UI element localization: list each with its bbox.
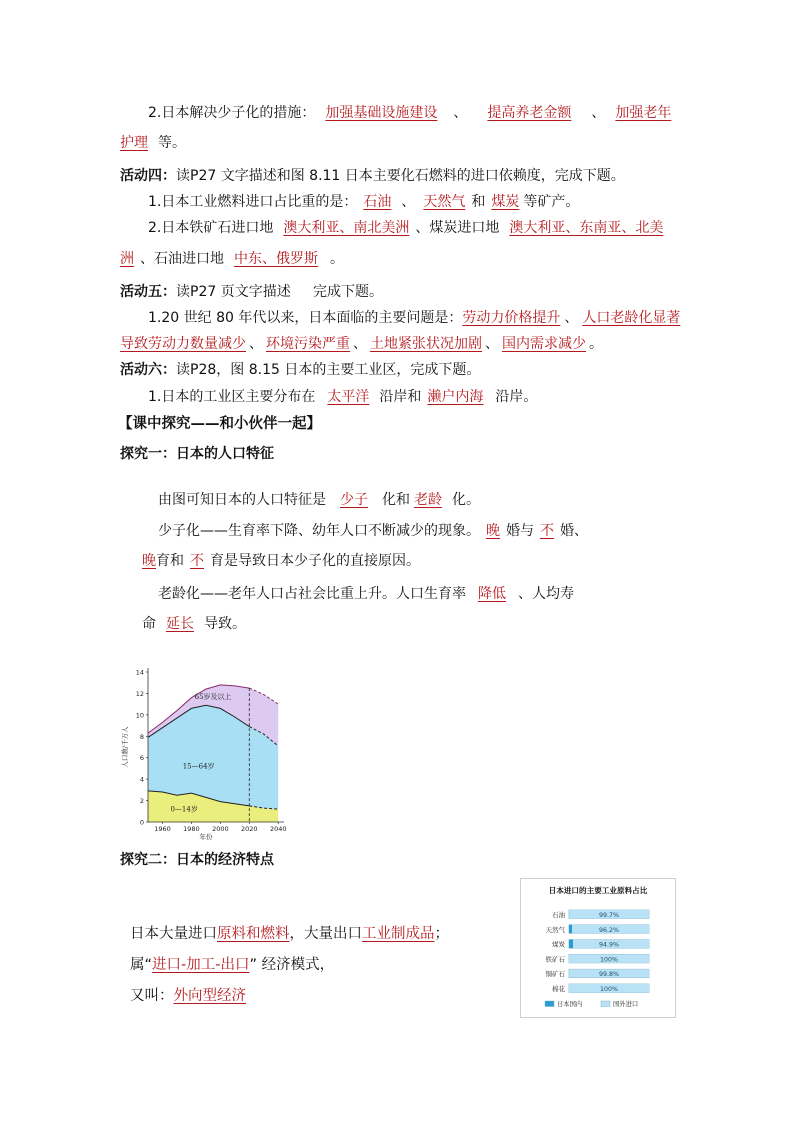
- answer-blank: 土地紧张状况加剧: [370, 336, 482, 352]
- import-share-bar-chart: [520, 878, 676, 1018]
- y-tick-label: 6: [139, 754, 144, 763]
- act4-q1: 1.日本工业燃料进口占比重的是： 石油 、 天然气 和 煤炭 等矿产。: [148, 194, 580, 210]
- answer-blank: 天然气: [423, 194, 466, 210]
- answer-blank: 少子: [340, 492, 368, 508]
- answer-blank: 澳大利亚、南北美洲: [283, 220, 410, 236]
- y-tick-label: 8: [139, 732, 144, 741]
- y-tick-label: 2: [139, 797, 144, 806]
- explore2-l1: 日本大量进口原料和燃料，大量出口工业制成品；: [130, 926, 449, 942]
- bar-data-label: 100%: [599, 956, 619, 964]
- explore2-l3: 又叫：外向型经济: [130, 988, 246, 1004]
- explore1-title: 探究一：日本的人口特征: [120, 446, 274, 462]
- bar-segment-0: [569, 925, 572, 934]
- y-tick-label: 0: [139, 818, 144, 827]
- answer-blank: 石油: [363, 194, 392, 210]
- act5-q1-cont: 导致劳动力数量减少 、 环境污染严重 、 土地紧张状况加剧 、 国内需求减少 。: [120, 336, 603, 352]
- explore1-p3-cont: 命 延长 导致。: [142, 616, 246, 632]
- answer-blank: 国内需求减少: [502, 336, 586, 352]
- act5-q1: 1.20 世纪 80 年代以来，日本面临的主要问题是：劳动力价格提升 、 人口老龄化显著: [148, 310, 681, 326]
- bar-data-label: 96.2%: [598, 926, 620, 934]
- y-tick-label: 4: [139, 775, 144, 784]
- bar-category-label: 石油: [552, 911, 565, 919]
- act4-q2-cont: 洲 、石油进口地 中东、俄罗斯 。: [120, 251, 344, 267]
- answer-blank: 进口-加工-出口: [152, 957, 250, 973]
- answer-blank: 洲: [120, 251, 134, 267]
- answer-blank: 环境污染严重: [266, 336, 350, 352]
- x-tick-label: 2000: [212, 825, 229, 833]
- bar-category-label: 棉花: [552, 985, 565, 993]
- explore2-title: 探究二：日本的经济特点: [120, 852, 274, 868]
- answer-blank: 导致劳动力数量减少: [120, 336, 246, 352]
- answer-blank: 降低: [478, 586, 506, 602]
- explore1-p2: 少子化——生育率下降、幼年人口不断减少的现象。 晚 婚与 不 婚、: [158, 523, 588, 539]
- y-tick-label: 14: [135, 668, 144, 677]
- answer-blank: 延长: [166, 616, 194, 632]
- answer-blank: 加强老年: [615, 105, 672, 121]
- chart-title: 日本进口的主要工业原料占比: [548, 886, 648, 895]
- answer-blank: 不: [540, 523, 554, 539]
- x-tick-label: 2020: [241, 825, 258, 833]
- answer-blank: 护理: [120, 135, 148, 151]
- answer-blank: 不: [190, 553, 204, 569]
- explore2-l2: 属“进口-加工-出口” 经济模式，: [130, 957, 335, 973]
- legend-label-0: 日本国内: [557, 1001, 583, 1008]
- x-tick-label: 1980: [183, 825, 200, 833]
- answer-blank: 工业制成品: [362, 926, 435, 942]
- answer-blank: 澳大利亚、东南亚、北美: [509, 220, 664, 236]
- act6-q1: 1.日本的工业区主要分布在 太平洋 沿岸和 濑户内海 沿岸。: [148, 389, 538, 405]
- act3-q2-cont: 护理 等。: [120, 135, 186, 151]
- y-tick-label: 10: [135, 711, 144, 720]
- y-axis-label: 人口数/千万人: [121, 726, 129, 768]
- answer-blank: 劳动力价格提升: [462, 310, 561, 326]
- x-tick-label: 1960: [154, 825, 171, 833]
- act4-heading: 活动四：读P27 文字描述和图 8.11 日本主要化石燃料的进口依赖度，完成下题。: [120, 168, 625, 184]
- bar-category-label: 铁矿石: [545, 955, 565, 964]
- answer-blank: 濑户内海: [427, 389, 484, 405]
- series-label-1: 15—64岁: [182, 762, 215, 771]
- series-label-2: 65岁及以上: [194, 692, 232, 701]
- answer-blank: 中东、俄罗斯: [234, 251, 318, 267]
- act5-heading: 活动五：读P27 页文字描述 完成下题。: [120, 284, 383, 300]
- answer-blank: 晚: [486, 523, 500, 539]
- explore1-p2-cont: 晚育和 不 育是导致日本少子化的直接原因。: [142, 553, 420, 569]
- act6-heading: 活动六：读P28，图 8.15 日本的主要工业区，完成下题。: [120, 362, 481, 378]
- answer-blank: 老龄: [414, 492, 442, 508]
- bar-category-label: 煤炭: [552, 940, 565, 949]
- answer-blank: 煤炭: [491, 194, 520, 210]
- bar-data-label: 99.8%: [598, 971, 620, 979]
- explore1-p1: 由图可知日本的人口特征是 少子 化和 老龄 化。: [158, 492, 480, 508]
- act4-q2: 2.日本铁矿石进口地 澳大利亚、南北美洲 、煤炭进口地 澳大利亚、东南亚、北美: [148, 220, 664, 236]
- answer-blank: 太平洋: [327, 389, 370, 405]
- bar-data-label: 99.7%: [598, 912, 620, 919]
- answer-blank: 原料和燃料: [217, 926, 290, 942]
- answer-blank: 晚: [142, 553, 156, 569]
- legend-swatch-1: [601, 1001, 610, 1007]
- x-axis-label: 年份: [199, 833, 213, 840]
- x-tick-label: 2040: [269, 825, 287, 833]
- y-tick-label: 12: [135, 689, 144, 698]
- population-area-chart: [118, 662, 290, 840]
- bar-data-label: 100%: [599, 986, 619, 993]
- bar-category-label: 铜矿石: [545, 970, 565, 979]
- answer-blank: 外向型经济: [173, 988, 246, 1004]
- section-header: 【课中探究——和小伙伴一起】: [118, 416, 321, 432]
- bar-category-label: 天然气: [545, 925, 565, 934]
- series-label-0: 0—14岁: [170, 805, 198, 814]
- legend-label-1: 国外进口: [613, 1001, 639, 1008]
- answer-blank: 加强基础设施建设: [325, 105, 438, 121]
- act3-q2: 2.日本解决少子化的措施： 加强基础设施建设 、 提高养老金额 、 加强老年: [148, 103, 675, 123]
- bar-data-label: 94.9%: [598, 941, 620, 949]
- bar-segment-0: [569, 940, 573, 949]
- answer-blank: 人口老龄化显著: [582, 310, 681, 326]
- explore1-p3: 老龄化——老年人口占社会比重上升。人口生育率 降低 、人均寿: [158, 586, 574, 602]
- legend-swatch-0: [545, 1001, 554, 1007]
- answer-blank: 提高养老金额: [487, 105, 572, 121]
